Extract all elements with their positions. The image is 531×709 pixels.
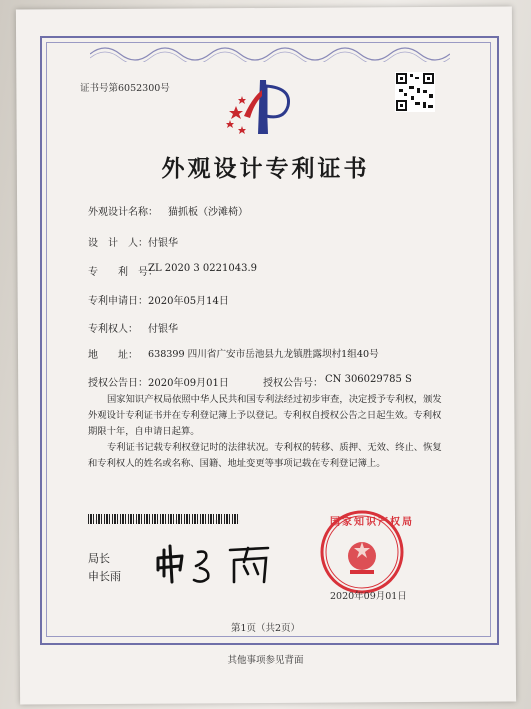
patentee-label: 专利权人： [88, 324, 138, 335]
decorative-wave-border [90, 40, 450, 62]
design-name-label: 外观设计名称： [88, 207, 158, 218]
footer-note: 其他事项参见背面 [227, 655, 304, 666]
seal-date: 2020年09月01日 [330, 591, 407, 602]
grant-statement-paragraph: 国家知识产权局依照中华人民共和国专利法经过初步审查，决定授予专利权，颁发外观设计专利证书并在专利登记簿上予以登记。专利权自授权公告之日起生效。专利权期限十年，自申请日起算。 [88, 394, 442, 437]
filing-date-label: 专利申请日： [88, 296, 148, 307]
certificate-number: 证书号第6052300号 [80, 83, 170, 94]
legal-status-paragraph: 专利证书记载专利权登记时的法律状况。专利权的转移、质押、无效、终止、恢复和专利权人的姓名或名称、国籍、地址变更等事项记载在专利登记簿上。 [88, 442, 442, 469]
designer-label: 设 计 人： [88, 238, 148, 249]
director-name: 申长雨 [88, 570, 121, 583]
cnipa-logo-icon [222, 76, 302, 138]
seal-text: 国家知识产权局 [330, 517, 414, 528]
grant-number-value: CN 306029785 S [325, 374, 412, 385]
page-indicator: 第1页（共2页） [230, 623, 301, 634]
design-name-value: 猫抓板（沙滩椅） [168, 207, 248, 218]
certificate-title: 外观设计专利证书 [161, 155, 370, 182]
barcode [88, 514, 238, 524]
grant-number-label: 授权公告号： [263, 378, 323, 389]
address-label: 地 址： [88, 350, 138, 361]
patent-number-value: ZL 2020 3 0221043.9 [148, 263, 258, 274]
address-value: 638399 四川省广安市岳池县九龙镇胜露坝村1组40号 [148, 349, 379, 360]
director-signature [150, 540, 290, 588]
designer-value: 付银华 [148, 238, 178, 249]
patent-number-label: 专 利 号： [88, 267, 158, 278]
filing-date-value: 2020年05月14日 [148, 296, 229, 307]
patentee-value: 付银华 [148, 324, 178, 335]
qr-code-icon [395, 72, 435, 112]
grant-date-label: 授权公告日： [88, 378, 148, 389]
director-title: 局长 [88, 552, 110, 565]
grant-date-value: 2020年09月01日 [148, 378, 229, 389]
